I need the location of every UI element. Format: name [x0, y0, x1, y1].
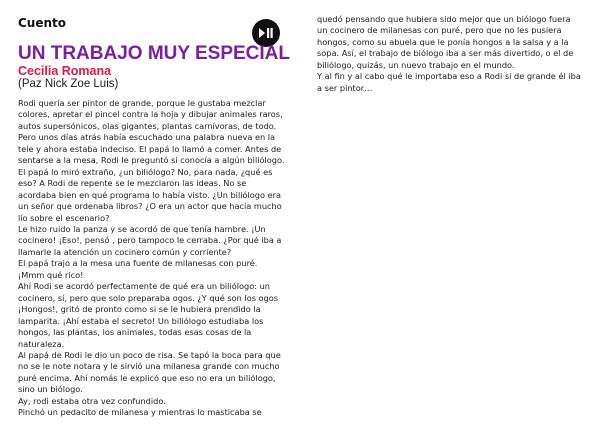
translator-credit: (Paz Nick Zoe Luis): [18, 78, 119, 90]
story-text-column-right: quedó pensando que hubiera sido mejor que un biólogo fuera un cocinero de milanesas con puré, pero que no les pusiera hongos, como su abuela que le ponía hongos a la salsa y a la sopa. Así, el trabajo de biólogo iba a ser más divertido, o el de biliólogo, quizás, un nuevo trabajo en el mundo. Y al fin y al cabo qué le importaba eso a Rodi si de grande él iba a ser pintor…: [317, 14, 581, 93]
section-label: Cuento: [18, 16, 67, 30]
story-text-column-left: Rodi quería ser pintor de grande, porque le gustaba mezclar colores, apretar el pincel contra la hoja y dibujar animales raros, autos supersónicos, olas gigantes, plantas carnívoras, de todo. Pero unos días atrás había escuchado una palabra nueva en la tele y ahora estaba indeciso. El papá lo llamó a comer. Antes de sentarse a la mesa, Rodi le preguntó si conocía a algún biliólogo. El papá lo miró extraño, ¿un biliólogo? No, para nada, ¿qué es eso? A Rodi de repente se le mezclaron las ideas. No se acordaba bien en qué programa lo había visto. ¿Un biliólogo era un señor que ordenaba libros? ¿O era un actor que hacía mucho lío sobre el escenario? Le hizo ruido la panza y se acordó de que tenía hambre. ¡Un cocinero! ¡Eso!, pensó , pero tampoco le cerraba. ¿Por qué iba a llamarle la atención un cocinero común y corriente? El papá trajo a la mesa una fuente de milanesas con puré. ¡Mmm qué rico! Ahí Rodi se acordó perfectamente de qué era un biliólogo: un cocinero, sí, pero que solo preparaba ogos. ¿Y qué son los ogos ¡Hongos!, gritó de pronto como si se le hubiera prendido la lamparita. ¡Ahí estaba el secreto! Un biliólogo estudiaba los hongos, las plantas, los animales, todas esas cosas de la naturaleza. Al papá de Rodi le dio un poco de risa. Se tapó la boca para que no se le note notara y le sirvió una milanesa grande con mucho puré encima. Ahí nomás le explicó que eso no era un biliólogo, sino un biólogo. Ay, rodi estaba otra vez confundido. Pinchó un pedacito de milanesa y mientras lo masticaba se: [18, 98, 285, 418]
author-name: Cecilia Romana: [18, 64, 112, 78]
play-pause-icon: [258, 27, 274, 39]
story-title: UN TRABAJO MUY ESPECIAL: [18, 43, 291, 64]
